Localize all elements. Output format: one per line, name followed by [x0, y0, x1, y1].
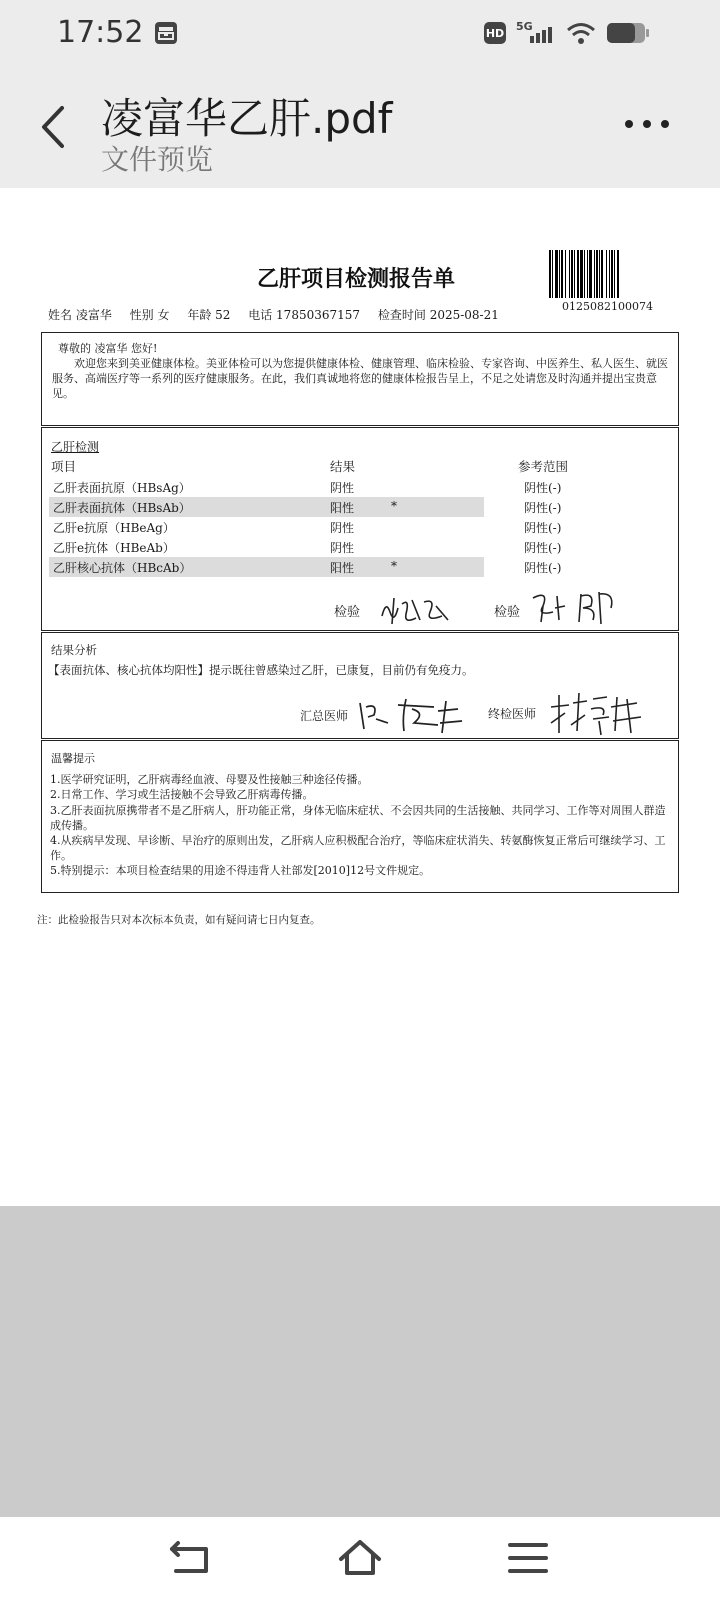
- table-row: [49, 477, 562, 497]
- tip-item: 1.医学研究证明，乙肝病毒经血液、母婴及性接触三种途径传播。: [50, 773, 369, 787]
- table-row: [49, 497, 562, 517]
- analysis-title: 结果分析: [51, 643, 97, 657]
- final-doctor-label: 终检医师: [488, 707, 537, 721]
- tip-item: 5.特别提示：本项目检查结果的用途不得违背人社部发[2010]12号文件规定。: [50, 864, 431, 878]
- patient-sex: 性别 女: [129, 308, 170, 322]
- greeting-salutation: 尊敬的 凌富华 您好!: [58, 342, 158, 355]
- more-options-icon[interactable]: [622, 110, 672, 138]
- row-reference: 阴性(-): [524, 541, 562, 555]
- signal-icon: [516, 20, 556, 46]
- header-item: 项目: [51, 459, 77, 474]
- tips-title: 温馨提示: [51, 752, 95, 765]
- wifi-icon: [566, 21, 596, 45]
- row-reference: 阴性(-): [524, 521, 562, 535]
- barcode-number: 0125082100074: [562, 300, 653, 313]
- row-result: 阴性: [330, 481, 355, 495]
- file-subtitle: 文件预览: [101, 143, 214, 176]
- app-notification-icon: [154, 21, 178, 45]
- menu-nav-icon[interactable]: [506, 1537, 552, 1579]
- viewer-background: [0, 1206, 720, 1517]
- tip-item: 3.乙肝表面抗原携带者不是乙肝病人，肝功能正常，身体无临床症状、不会因共同的生活接触、共同学习、工作等对周围人群造成传播。: [50, 803, 666, 832]
- row-item: 乙肝表面抗体（HBsAb）: [53, 501, 191, 515]
- tip-item: 4.从疾病早发现、早诊断、早治疗的原则出发，乙肝病人应积极配合治疗，等临床症状消失、转氨酶恢复正常后可继续学习、工作。: [50, 834, 666, 863]
- row-reference: 阴性(-): [524, 561, 562, 575]
- row-result: 阴性: [330, 541, 355, 555]
- home-nav-icon[interactable]: [337, 1537, 383, 1579]
- inspector-label-1: 检验: [334, 605, 361, 620]
- network-label: 5G: [516, 20, 533, 33]
- patient-name: 姓名 凌富华: [48, 308, 112, 322]
- header-reference: 参考范围: [518, 459, 569, 474]
- report-footnote: 注：此检验报告只对本次标本负责，如有疑问请七日内复查。: [37, 914, 321, 926]
- row-item: 乙肝e抗体（HBeAb）: [53, 541, 175, 555]
- inspector-signature-2: [529, 586, 619, 628]
- row-reference: 阴性(-): [524, 481, 562, 495]
- pdf-page[interactable]: [0, 188, 720, 1206]
- title-bar: [0, 80, 720, 188]
- greeting-body: 欢迎您来到美亚健康体检。美亚体检可以为您提供健康体检、健康管理、临床检验、专家咨询、中医养生、私人医生、就医服务、高端医疗等一系列的医疗健康服务。在此，我们真诚地将您的健康体检报告呈上，不足之处请您及时沟通并提出宝贵意见。: [52, 357, 668, 400]
- patient-age: 年龄 52: [187, 308, 231, 322]
- status-bar: [0, 0, 720, 80]
- row-item: 乙肝e抗原（HBeAg）: [53, 521, 175, 535]
- test-results-box: [41, 427, 679, 631]
- row-result: 阴性: [330, 521, 355, 535]
- status-time: 17:52: [57, 15, 144, 50]
- inspector-label-2: 检验: [494, 605, 521, 620]
- row-result: 阳性: [330, 561, 355, 575]
- row-flag: *: [391, 499, 397, 513]
- exam-date: 检查时间 2025-08-21: [377, 308, 499, 322]
- file-title: 凌富华乙肝.pdf: [101, 94, 393, 143]
- battery-icon: [606, 21, 650, 45]
- analysis-box: [41, 632, 679, 739]
- back-nav-icon[interactable]: [168, 1537, 214, 1579]
- table-row: [49, 517, 562, 537]
- inspector-signature-1: [376, 590, 456, 628]
- greeting-box: [41, 332, 679, 426]
- row-result: 阳性: [330, 501, 355, 515]
- final-doctor-signature: [547, 691, 647, 737]
- row-flag: *: [391, 559, 397, 573]
- navigation-bar: [0, 1517, 720, 1600]
- tips-box: [41, 740, 679, 893]
- table-row: [49, 557, 562, 577]
- back-arrow-icon[interactable]: [34, 102, 74, 152]
- analysis-text: 【表面抗体、核心抗体均阳性】提示既往曾感染过乙肝，已康复，目前仍有免疫力。: [48, 663, 474, 677]
- tip-item: 2.日常工作、学习或生活接触不会导致乙肝病毒传播。: [50, 788, 314, 802]
- header-result: 结果: [330, 459, 356, 474]
- barcode-image: [549, 250, 666, 298]
- summary-doctor-signature: [356, 693, 466, 737]
- row-item: 乙肝表面抗原（HBsAg）: [53, 481, 191, 495]
- report-title: 乙肝项目检测报告单: [256, 267, 455, 292]
- hd-icon: HD: [484, 22, 506, 44]
- row-reference: 阴性(-): [524, 501, 562, 515]
- patient-info: [48, 306, 513, 323]
- table-row: [49, 537, 562, 557]
- tests-section-title: 乙肝检测: [51, 440, 100, 454]
- row-item: 乙肝核心抗体（HBcAb）: [53, 561, 192, 575]
- summary-doctor-label: 汇总医师: [300, 709, 349, 723]
- patient-phone: 电话 17850367157: [248, 308, 361, 322]
